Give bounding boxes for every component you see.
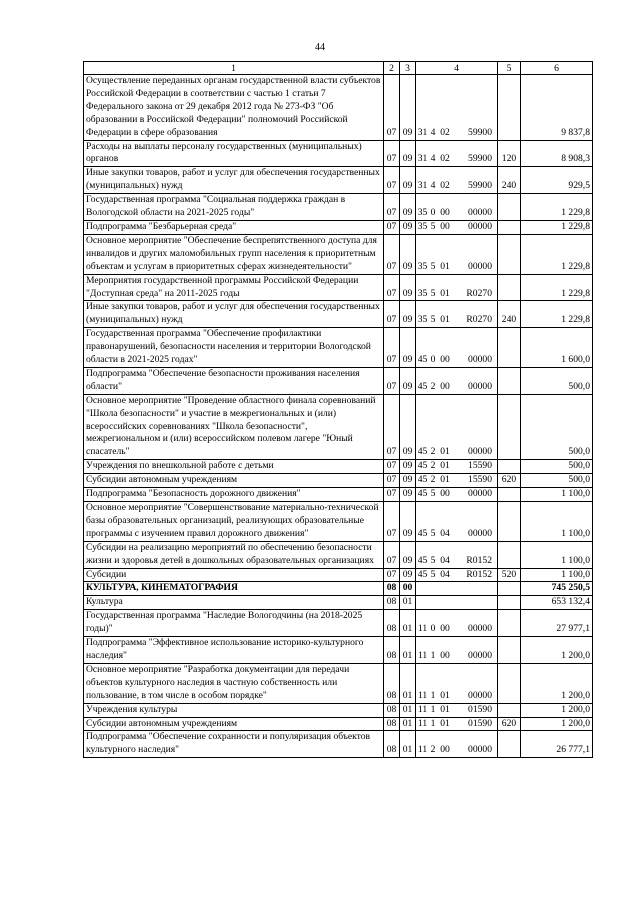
row-name: Государственная программа "Обеспечение профилактики правонарушений, безопасности населения и территории Вологодской области в 2021-2025 годах" [84, 328, 384, 368]
row-amount: 26 777,1 [521, 731, 593, 758]
row-expense-type [498, 663, 521, 703]
csr-subprogram: 1 [430, 703, 436, 715]
csr-program: 45 [417, 527, 428, 539]
csr-activity: 01 [440, 446, 450, 458]
row-subsection: 09 [400, 502, 416, 542]
row-section: 08 [384, 717, 400, 731]
csr-direction: 15590 [468, 460, 492, 472]
row-section: 08 [384, 637, 400, 664]
row-target-article [416, 568, 498, 582]
csr-direction: 00000 [468, 446, 492, 458]
csr-activity: 01 [440, 287, 450, 299]
table-row [84, 474, 593, 488]
row-name: Субсидии автономным учреждениям [84, 717, 384, 731]
row-target-article [416, 541, 498, 568]
row-target-article [416, 367, 498, 394]
row-amount: 1 229,8 [521, 234, 593, 274]
row-target-article [416, 460, 498, 474]
row-expense-type: 120 [498, 140, 521, 167]
table-row [84, 568, 593, 582]
row-amount: 1 200,0 [521, 703, 593, 717]
csr-program: 31 [417, 153, 428, 165]
csr-direction: 00000 [468, 207, 492, 219]
table-row [84, 274, 593, 301]
csr-subprogram: 1 [430, 717, 436, 729]
table-row [84, 637, 593, 664]
row-amount: 1 200,0 [521, 637, 593, 664]
csr-activity: 02 [440, 153, 450, 165]
csr-subprogram: 0 [430, 207, 436, 219]
row-section: 07 [384, 328, 400, 368]
csr-direction: 01590 [468, 703, 492, 715]
row-name: Основное мероприятие "Проведение областного финала соревнований "Школа безопасности" и участие в межрегиональных и (или) всероссийских соревнованиях "Школа безопасности", межрегиональном и (или) всероссийском полевом лагере "Юный спасатель" [84, 394, 384, 460]
row-expense-type [498, 596, 521, 610]
row-section: 08 [384, 596, 400, 610]
csr-subprogram: 2 [430, 446, 436, 458]
csr-program: 31 [417, 180, 428, 192]
row-target-article [416, 582, 498, 596]
row-expense-type [498, 75, 521, 141]
row-amount: 745 250,5 [521, 582, 593, 596]
csr-subprogram: 5 [430, 220, 436, 232]
row-target-article [416, 474, 498, 488]
page-number: 44 [315, 42, 325, 53]
row-target-article [416, 140, 498, 167]
row-target-article [416, 596, 498, 610]
csr-subprogram: 5 [430, 260, 436, 272]
budget-table [83, 61, 593, 758]
row-amount: 1 200,0 [521, 717, 593, 731]
csr-program: 45 [417, 446, 428, 458]
row-section: 07 [384, 274, 400, 301]
csr-subprogram: 4 [430, 153, 436, 165]
csr-program: 35 [417, 220, 428, 232]
csr-subprogram: 4 [430, 126, 436, 138]
table-row [84, 367, 593, 394]
row-name: Субсидии автономным учреждениям [84, 474, 384, 488]
row-amount: 27 977,1 [521, 610, 593, 637]
row-section: 07 [384, 75, 400, 141]
row-target-article [416, 220, 498, 234]
header-cell: 6 [521, 62, 593, 75]
csr-activity: 00 [440, 380, 450, 392]
row-subsection: 09 [400, 274, 416, 301]
row-subsection: 09 [400, 394, 416, 460]
csr-program: 35 [417, 314, 428, 326]
csr-direction: R0270 [466, 314, 492, 326]
csr-activity: 00 [440, 220, 450, 232]
row-section: 07 [384, 502, 400, 542]
row-subsection: 09 [400, 568, 416, 582]
table-row [84, 194, 593, 221]
row-section: 07 [384, 140, 400, 167]
row-section: 07 [384, 301, 400, 328]
row-amount: 8 908,3 [521, 140, 593, 167]
csr-direction: 59900 [468, 153, 492, 165]
csr-activity: 02 [440, 126, 450, 138]
row-subsection: 09 [400, 167, 416, 194]
table-row [84, 328, 593, 368]
row-target-article [416, 394, 498, 460]
row-amount: 653 132,4 [521, 596, 593, 610]
csr-subprogram: 1 [430, 689, 436, 701]
csr-direction: 00000 [468, 689, 492, 701]
table-row [84, 234, 593, 274]
row-expense-type [498, 234, 521, 274]
csr-program: 11 [417, 689, 428, 701]
row-subsection: 09 [400, 328, 416, 368]
row-name: Государственная программа "Наследие Вологодчины (на 2018-2025 годы)" [84, 610, 384, 637]
row-amount: 1 229,8 [521, 220, 593, 234]
csr-direction: 00000 [468, 649, 492, 661]
csr-program: 45 [417, 474, 428, 486]
csr-activity: 00 [440, 207, 450, 219]
row-subsection: 09 [400, 140, 416, 167]
csr-subprogram: 5 [430, 314, 436, 326]
row-subsection: 09 [400, 301, 416, 328]
csr-program: 11 [417, 649, 428, 661]
csr-program: 11 [417, 623, 428, 635]
row-subsection: 09 [400, 541, 416, 568]
table-row [84, 596, 593, 610]
row-expense-type [498, 367, 521, 394]
csr-program: 45 [417, 354, 428, 366]
csr-subprogram: 5 [430, 568, 436, 580]
csr-subprogram: 5 [430, 287, 436, 299]
row-name: КУЛЬТУРА, КИНЕМАТОГРАФИЯ [84, 582, 384, 596]
row-name: Субсидии на реализацию мероприятий по обеспечению безопасности жизни и здоровья детей в дошкольных образовательных организациях [84, 541, 384, 568]
csr-direction: 01590 [468, 717, 492, 729]
csr-activity: 00 [440, 354, 450, 366]
row-amount: 1 200,0 [521, 663, 593, 703]
row-expense-type [498, 703, 521, 717]
row-name: Учреждения культуры [84, 703, 384, 717]
csr-subprogram: 5 [430, 527, 436, 539]
row-expense-type [498, 731, 521, 758]
row-target-article [416, 194, 498, 221]
row-target-article [416, 703, 498, 717]
row-expense-type [498, 328, 521, 368]
csr-direction: 00000 [468, 220, 492, 232]
row-expense-type [498, 488, 521, 502]
row-subsection: 09 [400, 75, 416, 141]
csr-subprogram: 0 [430, 354, 436, 366]
row-section: 07 [384, 460, 400, 474]
csr-direction: 00000 [468, 527, 492, 539]
table-row [84, 488, 593, 502]
csr-program: 11 [417, 703, 428, 715]
row-subsection: 09 [400, 367, 416, 394]
row-target-article [416, 167, 498, 194]
csr-activity: 01 [440, 314, 450, 326]
csr-direction: R0270 [466, 287, 492, 299]
row-amount: 500,0 [521, 460, 593, 474]
csr-subprogram: 4 [430, 180, 436, 192]
row-amount: 500,0 [521, 474, 593, 488]
csr-program: 45 [417, 460, 428, 472]
row-subsection: 09 [400, 488, 416, 502]
csr-activity: 01 [440, 689, 450, 701]
row-section: 08 [384, 582, 400, 596]
row-amount: 500,0 [521, 367, 593, 394]
csr-activity: 01 [440, 703, 450, 715]
row-expense-type [498, 460, 521, 474]
row-expense-type [498, 582, 521, 596]
table-row [84, 541, 593, 568]
row-section: 07 [384, 568, 400, 582]
row-target-article [416, 328, 498, 368]
row-target-article [416, 637, 498, 664]
row-expense-type [498, 610, 521, 637]
header-cell: 3 [400, 62, 416, 75]
row-expense-type [498, 274, 521, 301]
row-target-article [416, 274, 498, 301]
row-target-article [416, 301, 498, 328]
csr-program: 35 [417, 260, 428, 272]
row-target-article [416, 234, 498, 274]
csr-direction: 00000 [468, 488, 492, 500]
csr-program: 35 [417, 207, 428, 219]
csr-activity: 01 [440, 260, 450, 272]
header-cell: 4 [416, 62, 498, 75]
row-name: Субсидии [84, 568, 384, 582]
row-section: 07 [384, 167, 400, 194]
csr-subprogram: 2 [430, 460, 436, 472]
csr-subprogram: 0 [430, 623, 436, 635]
row-name: Культура [84, 596, 384, 610]
row-target-article [416, 488, 498, 502]
table-row [84, 140, 593, 167]
csr-activity: 00 [440, 623, 450, 635]
row-target-article [416, 75, 498, 141]
table-row [84, 75, 593, 141]
row-expense-type [498, 541, 521, 568]
csr-activity: 01 [440, 460, 450, 472]
csr-activity: 04 [440, 568, 450, 580]
csr-activity: 04 [440, 527, 450, 539]
table-row [84, 167, 593, 194]
csr-program: 45 [417, 488, 428, 500]
table-row [84, 301, 593, 328]
csr-direction: 15590 [468, 474, 492, 486]
row-name: Учреждения по внешкольной работе с детьми [84, 460, 384, 474]
row-subsection: 01 [400, 717, 416, 731]
csr-program: 35 [417, 287, 428, 299]
row-expense-type: 620 [498, 474, 521, 488]
row-name: Основное мероприятие "Совершенствование материально-технической базы образовательных организаций, реализующих образовательные программы с изучением правил дорожного движения" [84, 502, 384, 542]
csr-activity: 02 [440, 180, 450, 192]
row-expense-type: 240 [498, 301, 521, 328]
csr-program: 31 [417, 126, 428, 138]
csr-program: 11 [417, 717, 428, 729]
row-subsection: 09 [400, 234, 416, 274]
row-target-article [416, 663, 498, 703]
row-section: 07 [384, 394, 400, 460]
csr-program: 45 [417, 380, 428, 392]
row-subsection: 01 [400, 731, 416, 758]
row-name: Осуществление переданных органам государственной власти субъектов Российской Федерации в соответствии с частью 1 статьи 7 Федерального закона от 29 декабря 2012 года № 273-ФЗ "Об образовании в Российской Федерации" полномочий Российской Федерации в сфере образования [84, 75, 384, 141]
row-expense-type [498, 637, 521, 664]
row-name: Мероприятия государственной программы Российской Федерации "Доступная среда" на 2011-2025 годы [84, 274, 384, 301]
row-amount: 1 600,0 [521, 328, 593, 368]
row-name: Иные закупки товаров, работ и услуг для обеспечения государственных (муниципальных) нужд [84, 167, 384, 194]
header-row [84, 62, 593, 75]
row-amount: 1 100,0 [521, 568, 593, 582]
row-section: 07 [384, 367, 400, 394]
row-expense-type: 620 [498, 717, 521, 731]
row-name: Основное мероприятие "Обеспечение беспрепятственного доступа для инвалидов и других маломобильных групп населения к приоритетным объектам и услугам в приоритетных сферах жизнедеятельности" [84, 234, 384, 274]
row-amount: 1 229,8 [521, 194, 593, 221]
csr-subprogram: 5 [430, 554, 436, 566]
row-expense-type [498, 220, 521, 234]
table-row [84, 502, 593, 542]
table-row [84, 582, 593, 596]
row-section: 07 [384, 474, 400, 488]
table-row [84, 220, 593, 234]
csr-activity: 01 [440, 474, 450, 486]
csr-direction: 59900 [468, 126, 492, 138]
row-section: 08 [384, 663, 400, 703]
row-subsection: 09 [400, 220, 416, 234]
row-section: 07 [384, 488, 400, 502]
csr-direction: R0152 [466, 568, 492, 580]
csr-activity: 01 [440, 717, 450, 729]
csr-direction: 00000 [468, 744, 492, 756]
csr-activity: 00 [440, 488, 450, 500]
row-name: Подпрограмма "Безопасность дорожного движения" [84, 488, 384, 502]
csr-subprogram: 2 [430, 744, 436, 756]
row-section: 08 [384, 731, 400, 758]
csr-activity: 00 [440, 649, 450, 661]
csr-subprogram: 2 [430, 380, 436, 392]
row-subsection: 00 [400, 582, 416, 596]
row-name: Подпрограмма "Обеспечение безопасности проживания населения области" [84, 367, 384, 394]
csr-activity: 00 [440, 744, 450, 756]
row-name: Иные закупки товаров, работ и услуг для обеспечения государственных (муниципальных) нужд [84, 301, 384, 328]
row-amount: 929,5 [521, 167, 593, 194]
csr-direction: 00000 [468, 623, 492, 635]
csr-direction: R0152 [466, 554, 492, 566]
row-target-article [416, 610, 498, 637]
row-expense-type [498, 394, 521, 460]
csr-program: 11 [417, 744, 428, 756]
csr-subprogram: 5 [430, 488, 436, 500]
csr-direction: 59900 [468, 180, 492, 192]
row-expense-type: 520 [498, 568, 521, 582]
csr-direction: 00000 [468, 380, 492, 392]
row-subsection: 01 [400, 703, 416, 717]
row-subsection: 09 [400, 460, 416, 474]
table-row [84, 394, 593, 460]
row-subsection: 09 [400, 474, 416, 488]
row-name: Расходы на выплаты персоналу государственных (муниципальных) органов [84, 140, 384, 167]
table-row [84, 460, 593, 474]
row-section: 08 [384, 610, 400, 637]
table-row [84, 731, 593, 758]
row-target-article [416, 731, 498, 758]
row-section: 07 [384, 194, 400, 221]
header-cell: 5 [498, 62, 521, 75]
row-section: 07 [384, 541, 400, 568]
row-subsection: 01 [400, 637, 416, 664]
row-section: 07 [384, 234, 400, 274]
csr-subprogram: 1 [430, 649, 436, 661]
row-section: 08 [384, 703, 400, 717]
row-subsection: 01 [400, 596, 416, 610]
table-row [84, 703, 593, 717]
row-amount: 9 837,8 [521, 75, 593, 141]
row-name: Подпрограмма "Эффективное использование историко-культурного наследия" [84, 637, 384, 664]
row-amount: 1 229,8 [521, 274, 593, 301]
row-name: Подпрограмма "Безбарьерная среда" [84, 220, 384, 234]
header-cell: 1 [84, 62, 384, 75]
table-row [84, 717, 593, 731]
row-amount: 1 100,0 [521, 541, 593, 568]
table-row [84, 663, 593, 703]
row-name: Подпрограмма "Обеспечение сохранности и популяризация объектов культурного наследия" [84, 731, 384, 758]
csr-activity: 04 [440, 554, 450, 566]
csr-subprogram: 2 [430, 474, 436, 486]
row-amount: 1 100,0 [521, 502, 593, 542]
row-expense-type: 240 [498, 167, 521, 194]
csr-direction: 00000 [468, 260, 492, 272]
row-name: Государственная программа "Социальная поддержка граждан в Вологодской области на 2021-2025 годы" [84, 194, 384, 221]
row-amount: 500,0 [521, 394, 593, 460]
row-name: Основное мероприятие "Разработка документации для передачи объектов культурного наследия в частную собственность или пользование, в том числе в особом порядке" [84, 663, 384, 703]
row-expense-type [498, 502, 521, 542]
csr-program: 45 [417, 554, 428, 566]
row-amount: 1 229,8 [521, 301, 593, 328]
row-subsection: 01 [400, 610, 416, 637]
row-target-article [416, 502, 498, 542]
row-section: 07 [384, 220, 400, 234]
row-expense-type [498, 194, 521, 221]
row-subsection: 09 [400, 194, 416, 221]
row-target-article [416, 717, 498, 731]
csr-program: 45 [417, 568, 428, 580]
table-row [84, 610, 593, 637]
header-cell: 2 [384, 62, 400, 75]
row-amount: 1 100,0 [521, 488, 593, 502]
row-subsection: 01 [400, 663, 416, 703]
csr-direction: 00000 [468, 354, 492, 366]
